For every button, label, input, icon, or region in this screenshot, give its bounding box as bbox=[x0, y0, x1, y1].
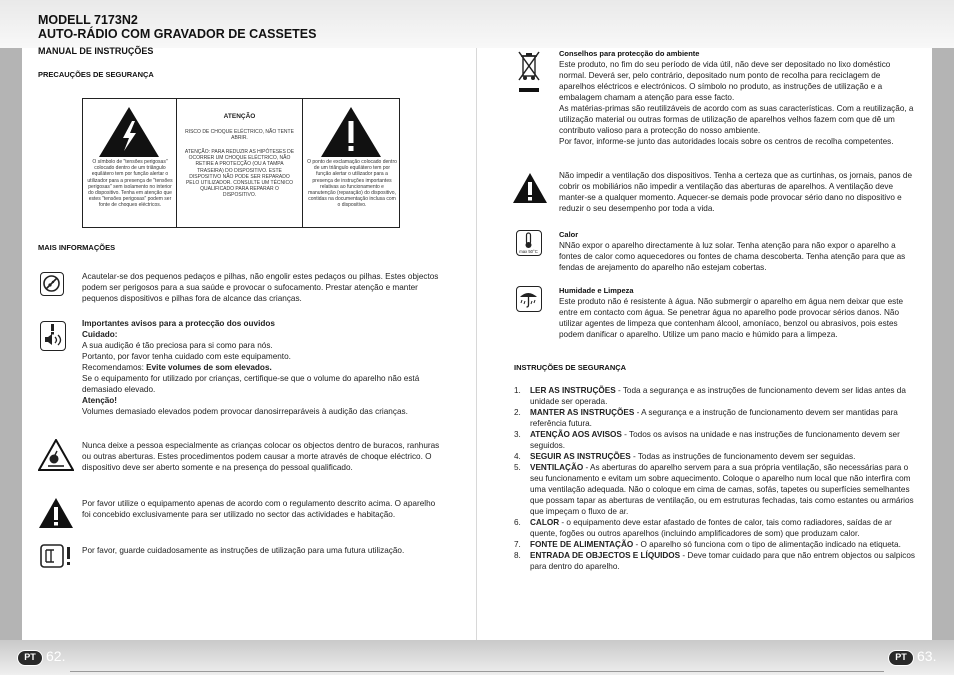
instructions-list bbox=[514, 385, 916, 572]
right-side-strip bbox=[932, 48, 954, 640]
lightning-warning-icon bbox=[97, 105, 161, 159]
list-item: 1. LER AS INSTRUÇÕES - Toda a segurança e as instruções de funcionamento devem ser lidas antes da unidade ser operada. bbox=[514, 386, 906, 406]
usage-text: Por favor utilize o equipamento apenas de acordo com o regulamento descrito acima. O aparelho foi concebido exclusivamente para ser utilizado no sector das actividades e habitação. bbox=[82, 499, 436, 519]
hearing-line-2: Portanto, por favor tenha cuidado com este equipamento. bbox=[82, 352, 291, 361]
hearing-warning-block bbox=[82, 318, 442, 417]
language-badge-left: PT bbox=[17, 650, 43, 666]
list-item: 8. ENTRADA DE OBJECTOS E LÍQUIDOS - Deve tomar cuidado para que não entrem objectos ou salpicos para dentro do aparelho. bbox=[514, 551, 915, 571]
exclamation-symbol-text: O ponto de exclamação colocado dentro de um triângulo equilátero tem por função alertar o utilizador para a presença de instruções importantes relativas ao funcionamento e manutenção (reparação) do dispositivo, contidas na documentação inclusa com o dispositivo. bbox=[307, 159, 397, 209]
humidity-icon bbox=[516, 286, 542, 312]
choking-warning-text: Acautelar-se dos pequenos pedaços e pilhas, não engolir estes pedaços ou pilhas. Estes objectos podem ser perigosos para a sua saúde e provocar o sufocamento. Prestar atenção e manter pequenos dispositivos e pilhas fora de alcance das crianças. bbox=[82, 272, 439, 303]
environment-text: Este produto, no fim do seu período de vida útil, não deve ser depositado no lixo doméstico normal. Deverá ser, pelo contrário, depositado num ponto de recolha para reciclagem de aparelhos eléctricos e electrónicos. O símbolo no produto, as instruções de utilização e a embalagem chamam a atenção para esse facto. bbox=[559, 60, 891, 102]
list-item: 7. FONTE DE ALIMENTAÇÃO - O aparelho só funciona com o tipo de alimentação indicado na etiqueta. bbox=[514, 540, 901, 549]
hearing-line-4: Se o equipamento for utilizado por crianças, certifique-se que o volume do aparelho não está demasiado elevado. bbox=[82, 374, 420, 394]
shock-warning-text: Nunca deixe a pessoa especialmente as crianças colocar os objectos dentro de buracos, ranhuras ou outras aberturas. Estes procedimentos podem causar a morte através de choque eléctrico. O dispositivo deve ser aberto somente e na presença do pessoal qualificado. bbox=[82, 441, 440, 472]
page-divider bbox=[476, 48, 477, 640]
hearing-protection-icon bbox=[40, 321, 66, 351]
humidity-text: Este produto não é resistente à água. Não submergir o aparelho em água nem deixar que este entre em contacto com água. Se penetrar água no aparelho pode provocar sérios danos. Não utilizar agentes de limpeza que contenham álcool, amoníaco, benzol ou abrasivos, pois estes podem danificar o aparelho. Utilize um pano macio e húmido para a limpeza. bbox=[559, 297, 904, 339]
shock-caution-text: ATENÇÃO: PARA REDUZIR AS HIPÓTESES DE OCORRER UM CHOQUE ELÉCTRICO, NÃO RETIRE A PROTECÇÃO (OU A TAMPA TRASEIRA) DO DISPOSITIVO. ESTE DISPOSITIVO NÃO PODE SER REPARADO PELO UTILIZADOR. CONSULTE UM TÉCNICO QUALIFICADO PARA REPARAR O DISPOSITIVO. bbox=[184, 149, 295, 199]
humidity-title: Humidade e Limpeza bbox=[559, 286, 634, 295]
more-info-title: MAIS INFORMAÇÕES bbox=[38, 243, 116, 252]
language-badge-right: PT bbox=[888, 650, 914, 666]
ventilation-text: Não impedir a ventilação dos dispositivos. Tenha a certeza que as curtinhas, os jornais, panos de cobrir os mobiliários não impedir a ventilação das aberturas de aparelhos. A ventilação deve manter-se a qualquer momento. Aquecer-se demais pode provocar sério dano no dispositivo e reduzir o seu desempenho por toda a vida. bbox=[559, 171, 913, 213]
attention-heading: ATENÇÃO bbox=[223, 113, 256, 120]
model-subtitle: AUTO-RÁDIO COM GRAVADOR DE CASSETES bbox=[38, 27, 317, 41]
safety-warning-box bbox=[82, 98, 400, 228]
environment-block bbox=[559, 48, 914, 147]
manual-title: MANUAL DE INSTRUÇÕES bbox=[38, 46, 154, 56]
hearing-line-1: A sua audição é tão preciosa para si como para nós. bbox=[82, 341, 273, 350]
heat-block bbox=[559, 229, 914, 273]
environment-text-2: As matérias-primas são reutilizáveis de acordo com as suas características. Com a reutilização, a utilização material ou outras formas de utilização de aparelhos velhos fazem com que dê um contributo valioso para a protecção do nosso ambiente. bbox=[559, 104, 914, 135]
caution-icon bbox=[38, 497, 74, 529]
heat-icon-label: max 50°C bbox=[519, 249, 538, 254]
list-item: 5. VENTILAÇÃO - As aberturas do aparelho servem para a sua própria ventilação, são necessárias para o seu funcionamento e evitam um sobre aquecimento. Coloque o aparelho num local que não interfira com uma ventilação adequada. Não o coloque em cima de camas, sofás, tapetes ou superfícies semelhantes que possam tapar as aberturas de ventilação, ou em estruturas fechadas, tais como estantes ou armários que impeçam o fluxo de ar. bbox=[514, 463, 914, 516]
list-item: 4. SEGUIR AS INSTRUÇÕES - Todas as instruções de funcionamento devem ser seguidas. bbox=[514, 452, 856, 461]
weee-bin-icon bbox=[516, 50, 542, 94]
hearing-attention-label: Atenção! bbox=[82, 396, 118, 405]
left-side-strip bbox=[0, 48, 22, 640]
list-item: 2. MANTER AS INSTRUÇÕES - A segurança e a instrução de funcionamento devem ser mantidas para referência futura. bbox=[514, 408, 898, 428]
page-number-left: 62. bbox=[46, 648, 66, 664]
hearing-line-3-bold: Evite volumes de som elevados. bbox=[146, 363, 272, 372]
page-footer-bar bbox=[0, 640, 954, 675]
list-item: 3. ATENÇÃO AOS AVISOS - Todos os avisos na unidade e nas instruções de funcionamento devem ser seguidos. bbox=[514, 430, 900, 450]
list-item: 6. CALOR - o equipamento deve estar afastado de fontes de calor, tais como radiadores, saídas de ar quente, fogões ou outros aparelhos (incluindo amplificadores de som) que produzam calor. bbox=[514, 518, 892, 538]
humidity-block bbox=[559, 285, 914, 340]
shock-risk-text: RISCO DE CHOQUE ELÉCTRICO, NÃO TENTE ABRIR. bbox=[185, 129, 294, 142]
environment-title: Conselhos para protecção do ambiente bbox=[559, 49, 700, 58]
footer-rule bbox=[70, 671, 884, 672]
ventilation-warning-icon bbox=[512, 172, 548, 204]
lightning-symbol-text: O símbolo de "tensões perigosas" colocado dentro de um triângulo equilátero tem por função alertar o utilizador para a presença de "tensões perigosas" sem isolamento no interior do dispositivo. Tenha em atenção que estes "tensões perigosas" podem ser fonte de choques eléctricos. bbox=[87, 159, 173, 209]
precautions-title: PRECAUÇÕES DE SEGURANÇA bbox=[38, 70, 154, 79]
hearing-line-3-prefix: Recomendamos: bbox=[82, 363, 147, 372]
model-title: MODELL 7173N2 bbox=[38, 13, 138, 27]
environment-text-3: Por favor, informe-se junto das autoridades locais sobre os centros de recolha competentes. bbox=[559, 137, 894, 146]
heat-thermometer-icon bbox=[516, 230, 542, 256]
keep-manual-text: Por favor, guarde cuidadosamente as instruções de utilização para uma futura utilização. bbox=[82, 546, 405, 555]
page-number-right: 63. bbox=[917, 648, 937, 664]
hearing-title: Importantes avisos para a protecção dos ouvidos bbox=[82, 319, 275, 328]
heat-title: Calor bbox=[559, 230, 579, 239]
instructions-title: INSTRUÇÕES DE SEGURANÇA bbox=[514, 363, 627, 372]
hearing-line-5: Volumes demasiado elevados podem provocar danosirreparáveis à audição das crianças. bbox=[82, 407, 408, 416]
manual-book-icon bbox=[40, 544, 72, 568]
no-swallow-icon bbox=[40, 272, 64, 296]
exclamation-warning-icon bbox=[319, 105, 383, 159]
heat-text: NNão expor o aparelho directamente à luz solar. Tenha atenção para não expor o aparelho a fontes de calor como aquecedores ou fontes de chama descoberta. Tenha atenção para que as fendas de arejamento do aparelho não estejam cobertas. bbox=[559, 241, 906, 272]
hearing-caution-label: Cuidado: bbox=[82, 330, 118, 339]
electric-shock-icon bbox=[38, 439, 74, 471]
